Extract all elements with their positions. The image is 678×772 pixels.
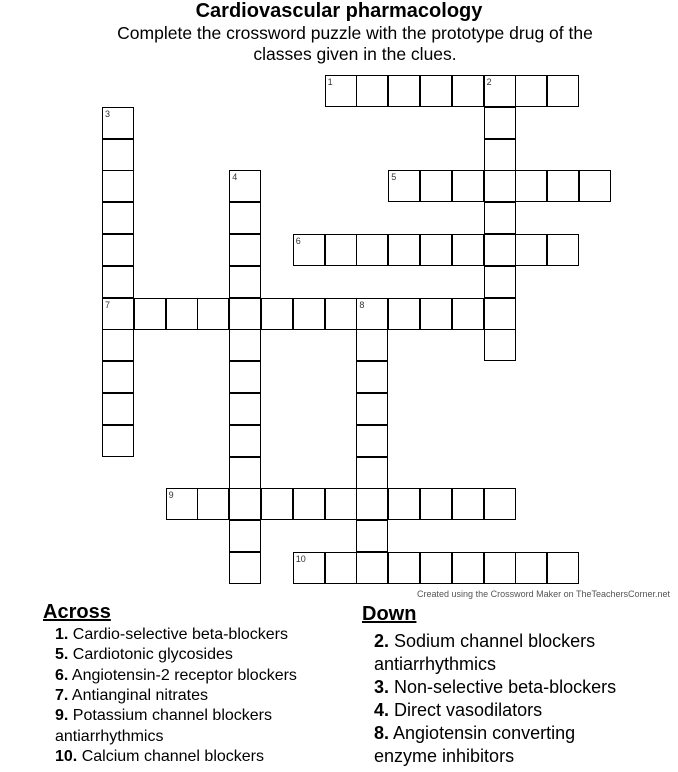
crossword-cell[interactable] bbox=[229, 393, 261, 425]
clue-number-label: 8. bbox=[374, 723, 390, 743]
crossword-cell[interactable] bbox=[166, 298, 198, 330]
crossword-cell[interactable] bbox=[197, 488, 229, 520]
crossword-cell[interactable] bbox=[102, 329, 134, 361]
crossword-cell[interactable] bbox=[229, 298, 261, 330]
crossword-cell[interactable] bbox=[102, 202, 134, 234]
crossword-cell[interactable] bbox=[547, 75, 579, 107]
crossword-cell[interactable] bbox=[261, 488, 293, 520]
crossword-cell[interactable] bbox=[325, 75, 357, 107]
clue-text: antiarrhythmics bbox=[55, 727, 164, 745]
across-clue bbox=[55, 706, 272, 726]
crossword-cell[interactable] bbox=[166, 488, 198, 520]
crossword-cell[interactable] bbox=[229, 520, 261, 552]
crossword-cell[interactable] bbox=[293, 552, 325, 584]
clue-text: Antianginal nitrates bbox=[71, 686, 208, 704]
crossword-cell[interactable] bbox=[356, 488, 388, 520]
crossword-cell[interactable] bbox=[229, 266, 261, 298]
clue-text: Non-selective beta-blockers bbox=[394, 677, 617, 697]
crossword-cell[interactable] bbox=[547, 552, 579, 584]
crossword-cell[interactable] bbox=[229, 552, 261, 584]
crossword-cell[interactable] bbox=[515, 75, 547, 107]
crossword-cell[interactable] bbox=[102, 298, 134, 330]
clue-number: 5 bbox=[391, 172, 397, 183]
crossword-cell[interactable] bbox=[325, 234, 357, 266]
crossword-cell[interactable] bbox=[515, 170, 547, 202]
crossword-cell[interactable] bbox=[484, 552, 516, 584]
crossword-cell[interactable] bbox=[293, 298, 325, 330]
crossword-cell[interactable] bbox=[420, 298, 452, 330]
crossword-cell[interactable] bbox=[547, 170, 579, 202]
clue-number-label: 3. bbox=[374, 677, 390, 697]
crossword-cell[interactable] bbox=[388, 488, 420, 520]
crossword-cell[interactable] bbox=[484, 139, 516, 171]
crossword-cell[interactable] bbox=[102, 107, 134, 139]
crossword-cell[interactable] bbox=[388, 234, 420, 266]
crossword-cell[interactable] bbox=[420, 488, 452, 520]
crossword-cell[interactable] bbox=[229, 170, 261, 202]
clue-text: enzyme inhibitors bbox=[374, 746, 515, 766]
crossword-cell[interactable] bbox=[229, 457, 261, 489]
crossword-cell[interactable] bbox=[325, 488, 357, 520]
clue-number-label: 4. bbox=[374, 700, 390, 720]
crossword-cell[interactable] bbox=[420, 75, 452, 107]
across-clue bbox=[55, 727, 163, 747]
clue-text: Cardiotonic glycosides bbox=[72, 646, 233, 664]
crossword-cell[interactable] bbox=[484, 75, 516, 107]
across-clue bbox=[55, 747, 264, 767]
crossword-cell[interactable] bbox=[102, 266, 134, 298]
crossword-cell[interactable] bbox=[484, 234, 516, 266]
crossword-cell[interactable] bbox=[356, 393, 388, 425]
clue-number: 1 bbox=[327, 77, 333, 87]
down-clue bbox=[374, 676, 616, 699]
clue-number: 8 bbox=[359, 299, 365, 310]
crossword-cell[interactable] bbox=[261, 298, 293, 330]
clue-number: 2 bbox=[486, 77, 492, 87]
clue-text: Cardio-selective beta-blockers bbox=[72, 626, 288, 643]
across-clue bbox=[55, 686, 208, 706]
clue-number-label: 2. bbox=[374, 631, 390, 651]
across-clue bbox=[55, 625, 288, 645]
crossword-cell[interactable] bbox=[325, 298, 357, 330]
down-clue bbox=[374, 653, 496, 676]
crossword-cell[interactable] bbox=[356, 329, 388, 361]
crossword-cell[interactable] bbox=[325, 552, 357, 584]
crossword-cell[interactable] bbox=[102, 139, 134, 171]
crossword-cell[interactable] bbox=[484, 202, 516, 234]
clue-text: Sodium channel blockers bbox=[394, 631, 596, 651]
crossword-cell[interactable] bbox=[515, 234, 547, 266]
crossword-cell[interactable] bbox=[484, 107, 516, 139]
crossword-cell[interactable] bbox=[388, 298, 420, 330]
crossword-cell[interactable] bbox=[134, 298, 166, 330]
clue-number: 4 bbox=[232, 172, 238, 183]
crossword-cell[interactable] bbox=[452, 170, 484, 202]
clue-number-label: 6. bbox=[55, 666, 69, 684]
clue-number-label: 1. bbox=[55, 626, 69, 643]
credit-text: Created using the Crossword Maker on TheTeachersCorner.net bbox=[417, 589, 670, 599]
clue-text: antiarrhythmics bbox=[374, 654, 497, 674]
crossword-cell[interactable] bbox=[420, 552, 452, 584]
down-clue bbox=[374, 630, 595, 653]
crossword-cell[interactable] bbox=[484, 266, 516, 298]
clue-number: 9 bbox=[168, 490, 174, 501]
crossword-cell[interactable] bbox=[388, 552, 420, 584]
crossword-cell[interactable] bbox=[356, 520, 388, 552]
crossword-cell[interactable] bbox=[547, 234, 579, 266]
crossword-cell[interactable] bbox=[579, 170, 611, 202]
clue-text: Angiotensin-2 receptor blockers bbox=[71, 666, 297, 684]
page-title: Cardiovascular pharmacology bbox=[195, 0, 483, 22]
down-clue bbox=[374, 722, 575, 745]
crossword-cell[interactable] bbox=[229, 202, 261, 234]
crossword-cell[interactable] bbox=[197, 298, 229, 330]
page-subtitle: Complete the crossword puzzle with the prototype drug of the classes given in the clues. bbox=[117, 23, 593, 64]
crossword-cell[interactable] bbox=[229, 234, 261, 266]
clue-number: 7 bbox=[105, 299, 111, 310]
crossword-cell[interactable] bbox=[452, 75, 484, 107]
crossword-cell[interactable] bbox=[356, 457, 388, 489]
crossword-cell[interactable] bbox=[102, 170, 134, 202]
crossword-cell[interactable] bbox=[452, 552, 484, 584]
clue-number: 10 bbox=[295, 554, 306, 564]
clue-number: 6 bbox=[295, 236, 301, 246]
crossword-cell[interactable] bbox=[388, 170, 420, 202]
crossword-cell[interactable] bbox=[484, 329, 516, 361]
clue-number: 3 bbox=[105, 108, 111, 119]
crossword-cell[interactable] bbox=[420, 234, 452, 266]
across-heading: Across bbox=[43, 601, 111, 623]
crossword-cell[interactable] bbox=[452, 488, 484, 520]
crossword-cell[interactable] bbox=[102, 361, 134, 393]
crossword-cell[interactable] bbox=[356, 361, 388, 393]
clue-number-label: 7. bbox=[55, 686, 69, 704]
crossword-cell[interactable] bbox=[356, 75, 388, 107]
crossword-cell[interactable] bbox=[356, 234, 388, 266]
down-clue bbox=[374, 745, 514, 768]
crossword-cell[interactable] bbox=[356, 552, 388, 584]
crossword-cell[interactable] bbox=[102, 393, 134, 425]
clue-text: Angiotensin converting bbox=[393, 723, 576, 743]
crossword-cell[interactable] bbox=[420, 170, 452, 202]
down-heading: Down bbox=[362, 603, 417, 625]
crossword-cell[interactable] bbox=[515, 552, 547, 584]
crossword-cell[interactable] bbox=[293, 234, 325, 266]
clue-number-label: 10. bbox=[55, 747, 78, 765]
clue-number-label: 9. bbox=[55, 707, 69, 725]
crossword-cell[interactable] bbox=[229, 488, 261, 520]
crossword-cell[interactable] bbox=[102, 234, 134, 266]
crossword-cell[interactable] bbox=[356, 425, 388, 457]
crossword-cell[interactable] bbox=[484, 170, 516, 202]
across-clue bbox=[55, 666, 297, 686]
crossword-cell[interactable] bbox=[452, 298, 484, 330]
crossword-cell[interactable] bbox=[484, 488, 516, 520]
crossword-cell[interactable] bbox=[484, 298, 516, 330]
crossword-cell[interactable] bbox=[293, 488, 325, 520]
crossword-cell[interactable] bbox=[229, 329, 261, 361]
crossword-cell[interactable] bbox=[452, 234, 484, 266]
crossword-cell[interactable] bbox=[356, 298, 388, 330]
down-clue bbox=[374, 699, 542, 722]
across-clue bbox=[55, 645, 233, 665]
crossword-cell[interactable] bbox=[229, 361, 261, 393]
crossword-cell[interactable] bbox=[102, 425, 134, 457]
clue-text: Potassium channel blockers bbox=[72, 707, 273, 725]
clue-text: Calcium channel blockers bbox=[81, 747, 265, 765]
crossword-cell[interactable] bbox=[229, 425, 261, 457]
clue-text: Direct vasodilators bbox=[394, 700, 543, 720]
crossword-cell[interactable] bbox=[388, 75, 420, 107]
clue-number-label: 5. bbox=[55, 646, 69, 664]
